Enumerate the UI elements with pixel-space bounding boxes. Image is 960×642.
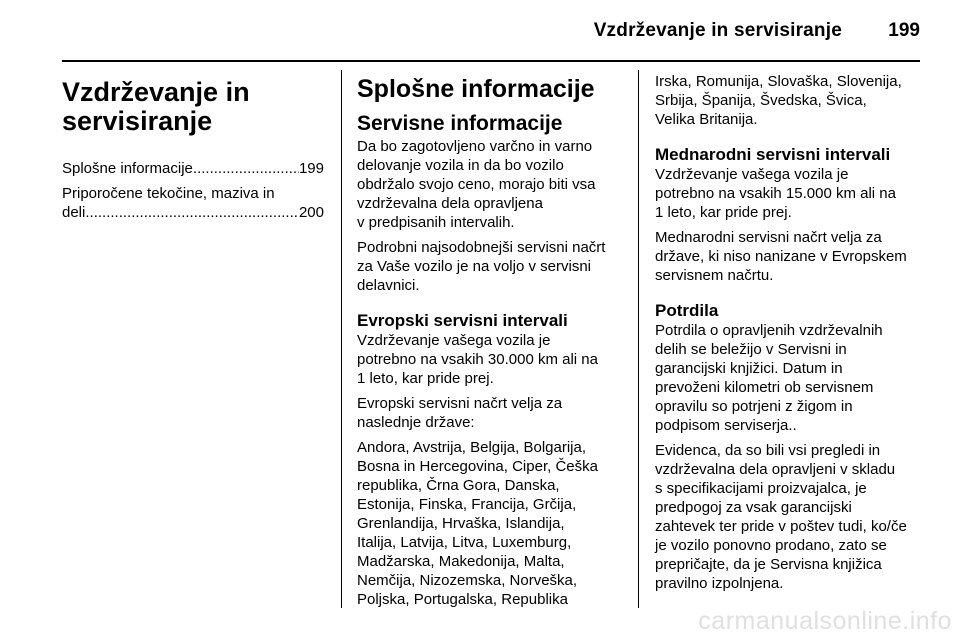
toc-label: Splošne informacije [62,160,193,177]
paragraph-country-list-cont: Irska, Romunija, Slovaška, Slovenija, Srbija, Španija, Švedska, Švica, Velika Britanija. [655,73,902,128]
chapter-title: Vzdrževanje in servisiranje [62,77,250,136]
toc-label: deli [62,204,86,221]
watermark: carmanualsonline.info [698,607,952,635]
toc-label-line1: Priporočene tekočine, maziva in [62,185,275,202]
paragraph-intro: Da bo zagotovljeno varčno in varno delovanje vozila in da bo vozilo obdržalo svojo ceno, morajo biti vsa vzdrževalna dela opravljena v predpisanih intervalih. [357,138,596,231]
paragraph-certificates: Potrdila o opravljenih vzdrževalnih delih se beležijo v Servisni in garancijski knjižici. Datum in prevoženi kilometri ob servisnem opravilu so potrjeni z žigom in podpisom serviserja.. [655,322,883,434]
section-title: Splošne informacije [357,75,595,103]
heading-european-intervals: Evropski servisni intervali [357,311,568,330]
column-2 [357,72,623,615]
heading-international-intervals: Mednarodni servisni intervali [655,145,891,164]
subsection-title: Servisne informacije [357,112,563,135]
paragraph-international-interval: Vzdrževanje vašega vozila je potrebno na vsakih 15.000 km ali na 1 leto, kar pride prej. [655,166,896,221]
column-divider-1 [341,70,342,608]
toc-page: 199 [298,160,324,177]
paragraph-european-scope: Evropski servisni načrt velja za naslednje države: [357,395,563,431]
toc-leader-dots [193,159,299,178]
toc-item-fluids[interactable] [62,184,324,222]
paragraph-plan: Podrobni najsodobnejši servisni načrt za Vaše vozilo je na voljo v servisni delavnici. [357,239,606,294]
paragraph-international-scope: Mednarodni servisni načrt velja za države, ki niso nanizane v Evropskem servisnem načrtu. [655,229,907,284]
paragraph-evidence: Evidenca, da so bili vsi pregledi in vzdrževalna dela opravljeni v skladu s specifikacijami proizvajalca, je predpogoj za vsak garancijski zahtevek ter pride v poštev tudi, ko/če je vozilo ponovno prodano, zato se prepričajte, da je Servisna knjižica pravilno izpolnjena. [655,442,907,592]
column-1 [62,72,324,228]
column-divider-2 [638,70,639,608]
paragraph-country-list: Andora, Avstrija, Belgija, Bolgarija, Bosna in Hercegovina, Ciper, Češka republika, Črna Gora, Danska, Estonija, Finska, Francija, Grčija, Grenlandija, Hrvaška, Islandija, Italija, Latvija, Litva, Luxemburg, Madžarska, Makedonija, Malta, Nemčija, Nizozemska, Norveška, Poljska, Portugalska, Republika [357,439,598,608]
page-header [0,0,960,62]
toc-item-general-info[interactable] [62,159,324,178]
column-3 [655,72,923,599]
toc-leader-dots [85,203,299,222]
heading-certificates: Potrdila [655,301,719,320]
header-rule [62,60,920,62]
paragraph-european-interval: Vzdrževanje vašega vozila je potrebno na vsakih 30.000 km ali na 1 leto, kar pride prej. [357,332,598,387]
running-header-title: Vzdrževanje in servisiranje [593,20,842,41]
page-number: 199 [888,20,920,41]
toc-page: 200 [298,204,324,221]
